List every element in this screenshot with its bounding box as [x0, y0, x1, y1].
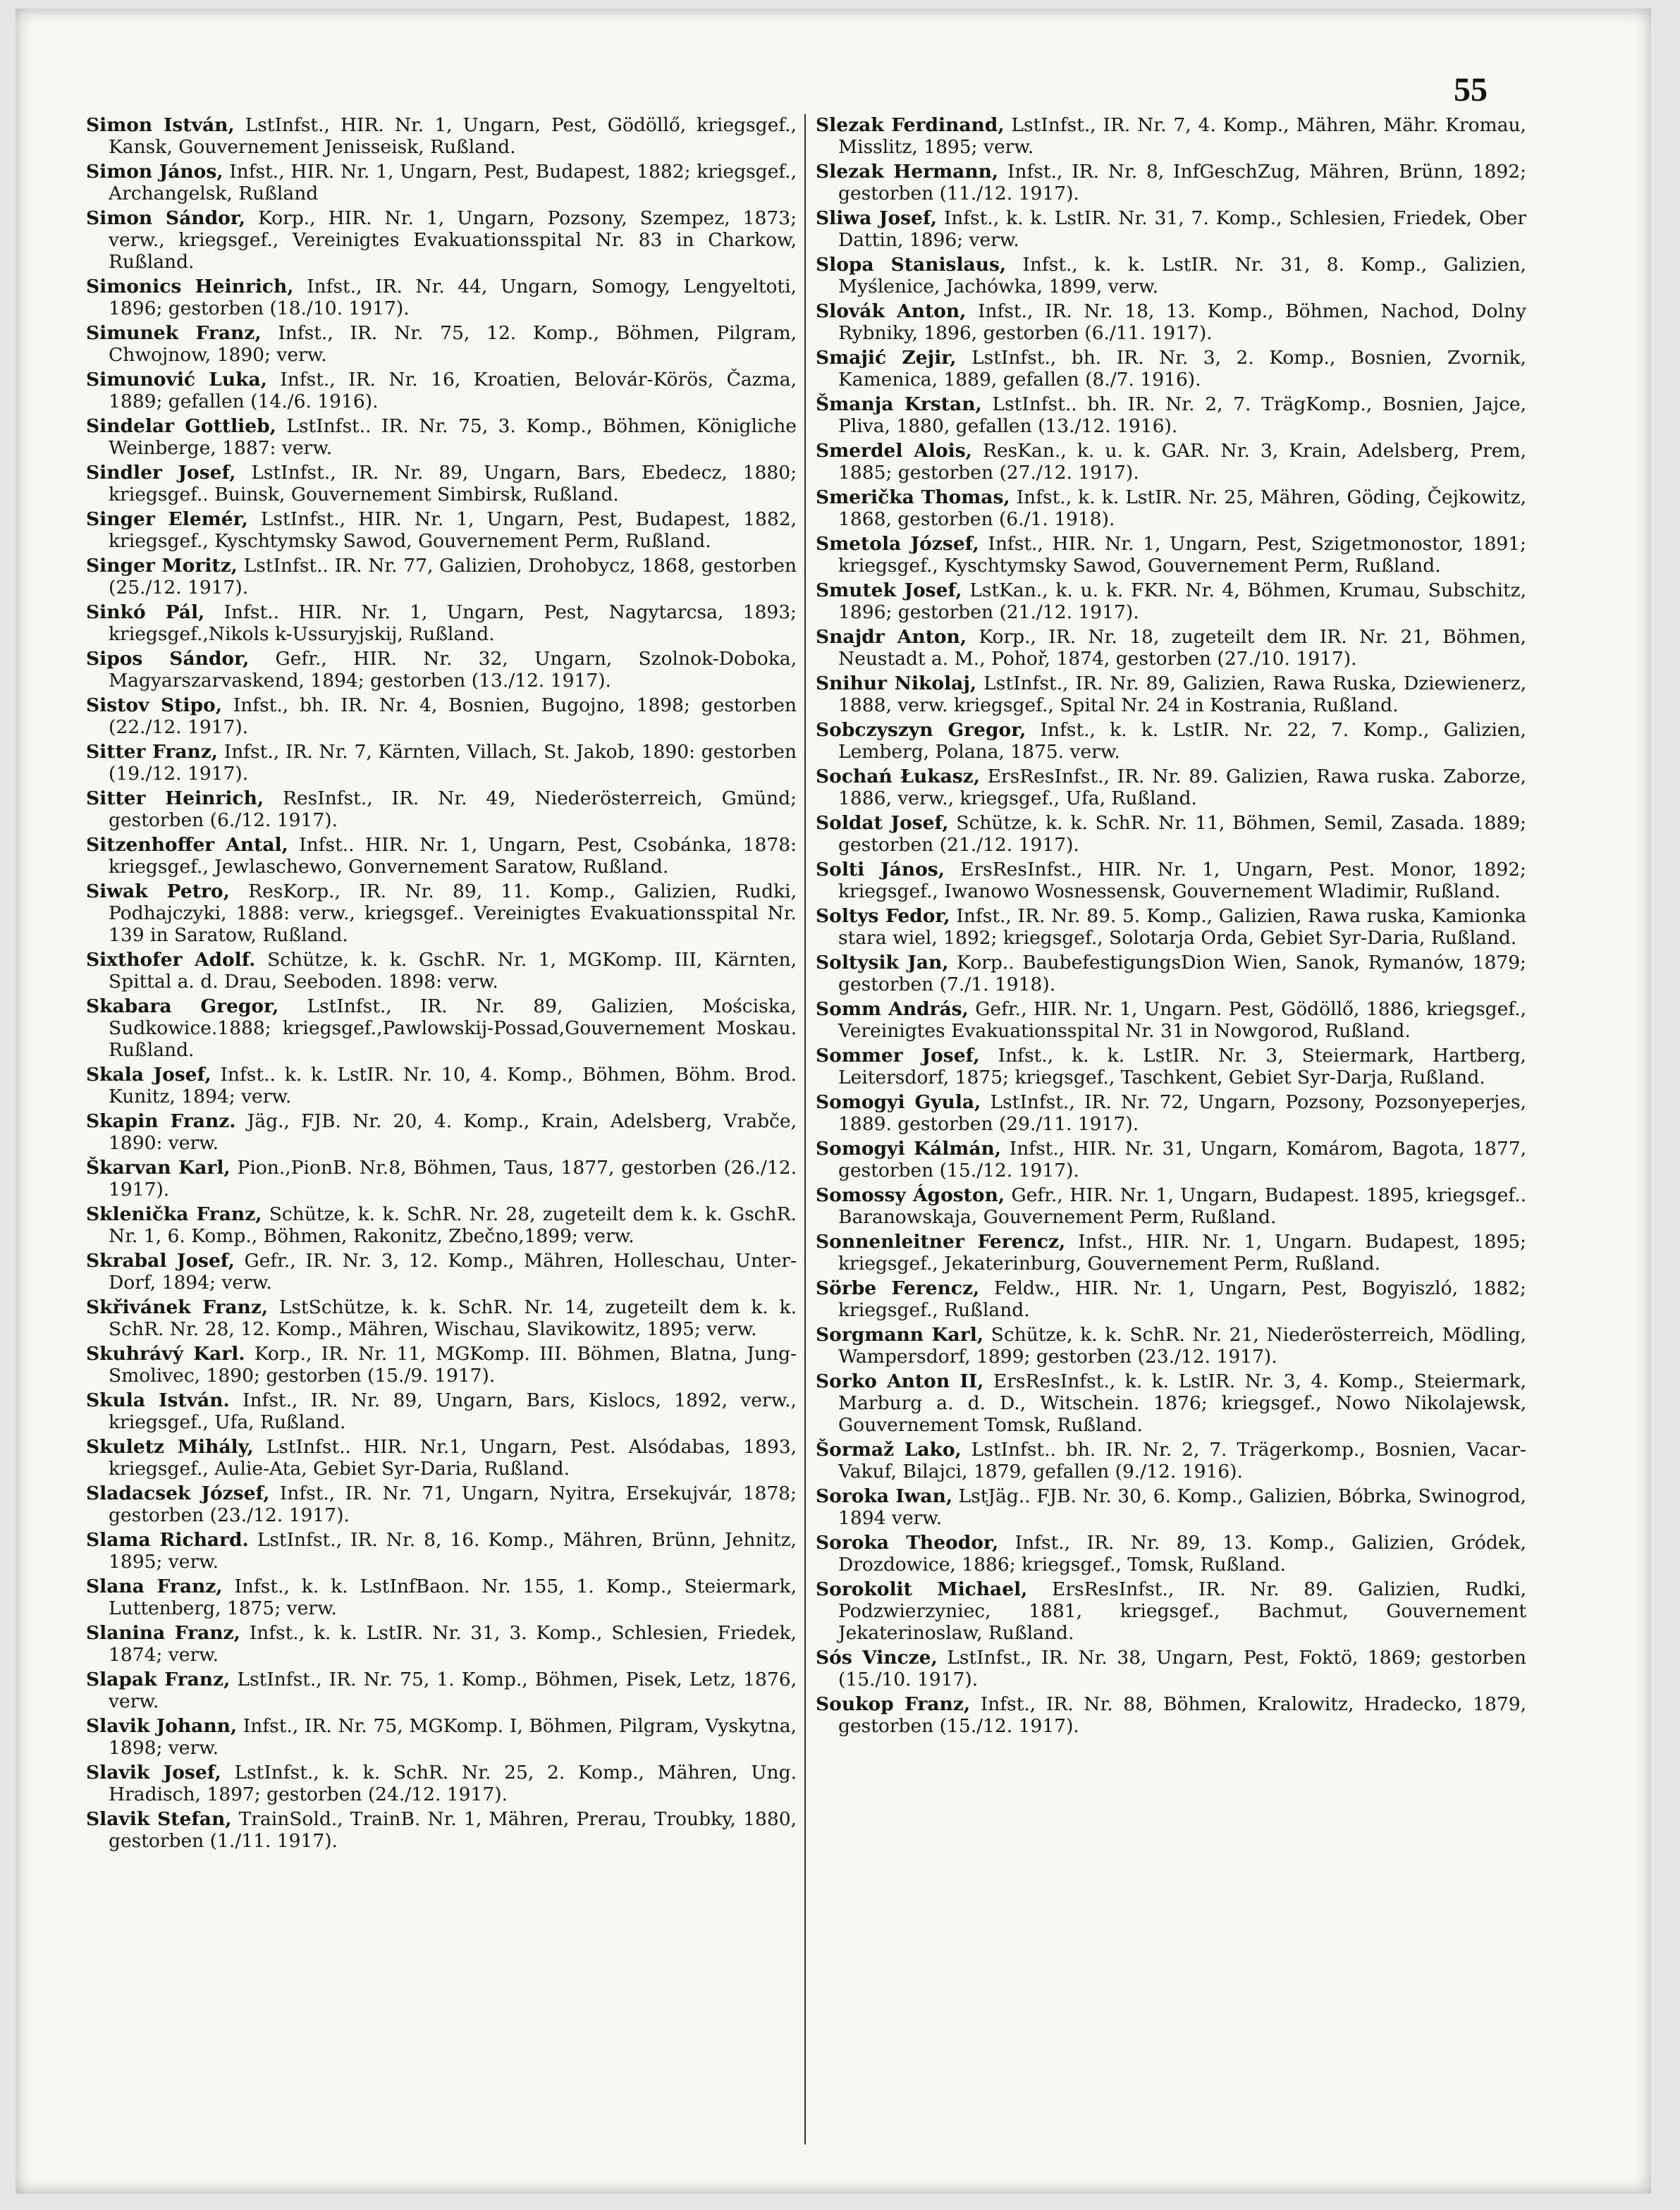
entry-name: Singer Moritz,: [86, 555, 238, 577]
entry-name: Sistov Stipo,: [86, 694, 222, 716]
entry-name: Sladacsek József,: [86, 1482, 270, 1504]
register-entry: [816, 766, 1526, 809]
register-entry: [816, 905, 1526, 949]
register-entry: [816, 812, 1526, 856]
register-entry: [86, 508, 797, 552]
entry-details: LstInfst., IR. Nr. 38, Ungarn, Pest, Foktö, 1869; gestorben (15./10. 1917).: [838, 1647, 1526, 1690]
register-entry: [86, 1482, 797, 1526]
entry-name: Simonics Heinrich,: [86, 276, 294, 297]
register-entry: [816, 1370, 1526, 1436]
entry-name: Slanina Franz,: [86, 1622, 240, 1644]
entry-details: LstInfst., IR. Nr. 89, Galizien, Mościska, Sudkowice.1888; kriegsgef.,Pawlowskij-Possad,Gouvernement Moskau. Rußland.: [109, 995, 797, 1061]
register-entry: [86, 1529, 797, 1573]
entry-details: Infst., IR. Nr. 71, Ungarn, Nyitra, Ersekujvár, 1878; gestorben (23./12. 1917).: [109, 1482, 797, 1526]
entry-name: Simunek Franz,: [86, 322, 262, 344]
register-entry: [86, 601, 797, 645]
document-page: [16, 8, 1651, 2194]
entry-details: Infst., k. k. LstIR. Nr. 31, 7. Komp., Schlesien, Friedek, Ober Dattin, 1896; verw.: [838, 207, 1526, 251]
entry-name: Škarvan Karl,: [86, 1157, 231, 1179]
register-entry: [816, 114, 1526, 158]
entry-name: Sommer Josef,: [816, 1045, 980, 1067]
register-entry: [86, 694, 797, 738]
entry-name: Sitter Franz,: [86, 741, 219, 763]
register-entry: [816, 1277, 1526, 1321]
register-entry: [86, 369, 797, 412]
entry-name: Skuletz Mihály,: [86, 1436, 254, 1458]
register-entry: [816, 719, 1526, 763]
entry-details: Korp., IR. Nr. 18, zugeteilt dem IR. Nr. 21, Böhmen, Neustadt a. M., Pohoř, 1874, gestorben (27./10. 1917).: [838, 626, 1526, 670]
entry-details: Infst., HIR. Nr. 1, Ungarn, Pest, Budapest, 1882; kriegsgef., Archangelsk, Rußland: [109, 161, 797, 204]
entry-name: Skabara Gregor,: [86, 995, 279, 1017]
entry-details: Schütze, k. k. SchR. Nr. 21, Niederösterreich, Mödling, Wampersdorf, 1899; gestorben (23./12. 1917).: [838, 1324, 1526, 1368]
entry-details: Schütze, k. k. SchR. Nr. 11, Böhmen, Semil, Zasada. 1889; gestorben (21./12. 1917).: [838, 812, 1526, 856]
entry-details: Infst., HIR. Nr. 1, Ungarn. Budapest, 1895; kriegsgef., Jekaterinburg, Gouvernement Perm, Rußland.: [838, 1231, 1526, 1275]
entry-details: LstKan., k. u. k. FKR. Nr. 4, Böhmen, Krumau, Subschitz, 1896; gestorben (21./12. 1917).: [838, 579, 1526, 623]
register-entry: [86, 995, 797, 1061]
entry-details: Infst., IR. Nr. 75, 12. Komp., Böhmen, Pilgram, Chwojnow, 1890; verw.: [109, 322, 797, 366]
entry-details: LstInfst., IR. Nr. 89, Ungarn, Bars, Ebedecz, 1880; kriegsgef.. Buinsk, Gouvernement Simbirsk, Rußland.: [109, 462, 797, 505]
entry-details: Schütze, k. k. GschR. Nr. 1, MGKomp. III, Kärnten, Spittal a. d. Drau, Seeboden. 1898: verw.: [109, 949, 797, 993]
page-number: 55: [1454, 71, 1488, 109]
entry-name: Sorokolit Michael,: [816, 1578, 1028, 1600]
entry-name: Simon Sándor,: [86, 207, 246, 229]
entry-name: Smutek Josef,: [816, 579, 962, 601]
entry-details: Infst., k. k. LstIR. Nr. 31, 8. Komp., Galizien, Myślenice, Jachówka, 1899, verw.: [838, 254, 1526, 297]
entry-details: Infst., k. k. LstIR. Nr. 31, 3. Komp., Schlesien, Friedek, 1874; verw.: [109, 1622, 797, 1666]
register-entry: [816, 161, 1526, 204]
entry-details: LstInfst., HIR. Nr. 1, Ungarn, Pest, Budapest, 1882, kriegsgef., Kyschtymsky Sawod, Gouvernement Perm, Rußland.: [109, 508, 797, 552]
entry-details: LstInfst.. IR. Nr. 75, 3. Komp., Böhmen, Königliche Weinberge, 1887: verw.: [109, 415, 797, 459]
entry-details: Infst., IR. Nr. 8, InfGeschZug, Mähren, Brünn, 1892; gestorben (11./12. 1917).: [838, 161, 1527, 204]
entry-name: Slapak Franz,: [86, 1669, 231, 1690]
register-entry: [816, 254, 1526, 297]
entry-details: Schütze, k. k. SchR. Nr. 28, zugeteilt dem k. k. GschR. Nr. 1, 6. Komp., Böhmen, Rakonitz, Zbečno,1899; verw.: [109, 1203, 797, 1247]
register-entry: [816, 533, 1526, 577]
entry-name: Slezak Hermann,: [816, 161, 999, 183]
register-entry: [86, 1110, 797, 1154]
entry-name: Smerička Thomas,: [816, 486, 1010, 508]
register-entry: [86, 1576, 797, 1619]
entry-name: Sitter Heinrich,: [86, 787, 264, 809]
register-entry: [86, 555, 797, 598]
entry-name: Snajdr Anton,: [816, 626, 967, 648]
entry-name: Sliwa Josef,: [816, 207, 937, 229]
entry-details: Infst., IR. Nr. 16, Kroatien, Belovár-Körös, Čazma, 1889; gefallen (14./6. 1916).: [109, 369, 797, 412]
entry-name: Smajić Zejir,: [816, 347, 957, 369]
entry-details: Infst., HIR. Nr. 31, Ungarn, Komárom, Bagota, 1877, gestorben (15./12. 1917).: [838, 1138, 1526, 1181]
entry-name: Smerdel Alois,: [816, 440, 972, 462]
entry-details: LstInfst., IR. Nr. 89, Galizien, Rawa Ruska, Dziewienerz, 1888, verw. kriegsgef., Spital Nr. 24 in Kostrania, Rußland.: [838, 673, 1526, 716]
entry-details: Infst., IR. Nr. 18, 13. Komp., Böhmen, Nachod, Dolny Rybniky, 1896, gestorben (6./11. 1917).: [838, 300, 1526, 344]
entry-details: LstJäg.. FJB. Nr. 30, 6. Komp., Galizien, Bóbrka, Swinogrod, 1894 verw.: [838, 1485, 1526, 1529]
register-entry: [86, 1715, 797, 1759]
entry-details: Infst., k. k. LstIR. Nr. 22, 7. Komp., Galizien, Lemberg, Polana, 1875. verw.: [838, 719, 1526, 763]
entry-name: Snihur Nikolaj,: [816, 673, 977, 694]
entry-name: Sindelar Gottlieb,: [86, 415, 276, 437]
entry-name: Sinkó Pál,: [86, 601, 205, 623]
entry-name: Sós Vincze,: [816, 1647, 938, 1669]
entry-name: Simon János,: [86, 161, 223, 183]
entry-details: Gefr., HIR. Nr. 1, Ungarn. Pest, Gödöllő, 1886, kriegsgef., Vereinigtes Evakuationsspital Nr. 31 in Nowgorod, Rußland.: [838, 998, 1526, 1042]
register-entry: [816, 1045, 1526, 1088]
entry-name: Simon István,: [86, 114, 235, 136]
entry-name: Šormaž Lako,: [816, 1439, 962, 1461]
register-entry: [816, 1138, 1526, 1181]
register-entry: [86, 114, 797, 158]
entry-name: Smetola József,: [816, 533, 979, 555]
register-entry: [816, 1184, 1526, 1228]
entry-name: Siwak Petro,: [86, 880, 230, 902]
register-entry: [86, 462, 797, 505]
register-entry: [86, 1669, 797, 1712]
register-entry: [816, 393, 1526, 437]
entry-details: Infst.. HIR. Nr. 1, Ungarn, Pest, Csobánka, 1878: kriegsgef., Jewlaschewo, Gonvernement Saratow, Rußland.: [109, 834, 797, 878]
entry-details: LstSchütze, k. k. SchR. Nr. 14, zugeteilt dem k. k. SchR. Nr. 28, 12. Komp., Mähren, Wischau, Slavikowitz, 1895; verw.: [109, 1296, 797, 1340]
register-entry: [816, 1091, 1526, 1135]
register-entry: [86, 1343, 797, 1387]
entry-details: ErsResInfst., HIR. Nr. 1, Ungarn, Pest. Monor, 1892; kriegsgef., Iwanowo Wosnessensk, Gouvernement Wladimir, Rußland.: [838, 859, 1526, 902]
register-entry: [86, 648, 797, 692]
register-entry: [816, 1532, 1526, 1576]
entry-details: Infst.. k. k. LstIR. Nr. 10, 4. Komp., Böhmen, Böhm. Brod. Kunitz, 1894; verw.: [109, 1064, 797, 1107]
entry-details: LstInfst.. HIR. Nr.1, Ungarn, Pest. Alsódabas, 1893, kriegsgef., Aulie-Ata, Gebiet Syr-Daria, Rußland.: [109, 1436, 797, 1480]
entry-details: Infst., IR. Nr. 44, Ungarn, Somogy, Lengyeltoti, 1896; gestorben (18./10. 1917).: [109, 276, 797, 319]
entry-details: LstInfst., bh. IR. Nr. 3, 2. Komp., Bosnien, Zvornik, Kamenica, 1889, gefallen (8./7. 1916).: [838, 347, 1526, 391]
entry-name: Skala Josef,: [86, 1064, 211, 1086]
register-entry: [86, 1436, 797, 1480]
register-entry: [86, 415, 797, 459]
entry-details: LstInfst., k. k. SchR. Nr. 25, 2. Komp., Mähren, Ung. Hradisch, 1897; gestorben (24./12. 1917).: [109, 1762, 797, 1805]
entry-name: Somossy Ágoston,: [816, 1184, 1005, 1206]
entry-details: Feldw., HIR. Nr. 1, Ungarn, Pest, Bogyiszló, 1882; kriegsgef., Rußland.: [838, 1277, 1526, 1321]
entry-name: Somogyi Gyula,: [816, 1091, 981, 1113]
entry-details: Infst., IR. Nr. 89, 13. Komp., Galizien, Gródek, Drozdowice, 1886; kriegsgef., Tomsk, Rußland.: [838, 1532, 1526, 1576]
entry-name: Skřivánek Franz,: [86, 1296, 269, 1318]
right-column: [816, 114, 1526, 1740]
register-entry: [86, 834, 797, 878]
entry-details: LstInfst., HIR. Nr. 1, Ungarn, Pest, Gödöllő, kriegsgef., Kansk, Gouvernement Jenisseisk, Rußland.: [109, 114, 797, 158]
register-entry: [816, 1578, 1526, 1644]
register-entry: [816, 579, 1526, 623]
register-entry: [86, 1808, 797, 1852]
entry-details: Infst., k. k. LstIR. Nr. 3, Steiermark, Hartberg, Leitersdorf, 1875; kriegsgef., Taschkent, Gebiet Syr-Darja, Rußland.: [838, 1045, 1526, 1088]
register-entry: [86, 1762, 797, 1805]
entry-details: ErsResInfst., k. k. LstIR. Nr. 3, 4. Komp., Steiermark, Marburg a. d. D., Witschein. 1876; kriegsgef., Nowo Nikolajewsk, Gouvernement Tomsk, Rußland.: [838, 1370, 1526, 1436]
entry-details: Pion.,PionB. Nr.8, Böhmen, Taus, 1877, gestorben (26./12. 1917).: [109, 1157, 797, 1201]
entry-details: Infst., k. k. LstInfBaon. Nr. 155, 1. Komp., Steiermark, Luttenberg, 1875; verw.: [109, 1576, 797, 1619]
entry-name: Skuhrávý Karl.: [86, 1343, 245, 1365]
entry-name: Solti János,: [816, 859, 945, 880]
entry-name: Slezak Ferdinand,: [816, 114, 1005, 136]
entry-name: Sipos Sándor,: [86, 648, 250, 670]
entry-name: Sonnenleitner Ferencz,: [816, 1231, 1066, 1253]
entry-name: Slama Richard.: [86, 1529, 249, 1551]
entry-name: Sitzenhoffer Antal,: [86, 834, 288, 856]
entry-details: Infst., IR. Nr. 75, MGKomp. I, Böhmen, Pilgram, Vyskytna, 1898; verw.: [109, 1715, 797, 1759]
left-column: [86, 114, 797, 1855]
register-entry: [816, 1485, 1526, 1529]
entry-details: Infst., k. k. LstIR. Nr. 25, Mähren, Göding, Čejkowitz, 1868, gestorben (6./1. 1918).: [838, 486, 1526, 530]
entry-details: LstInfst.. IR. Nr. 77, Galizien, Drohobycz, 1868, gestorben (25./12. 1917).: [109, 555, 797, 598]
register-entry: [816, 998, 1526, 1042]
entry-name: Sixthofer Adolf.: [86, 949, 256, 971]
entry-details: ResInfst., IR. Nr. 49, Niederösterreich, Gmünd; gestorben (6./12. 1917).: [109, 787, 797, 831]
entry-name: Sörbe Ferencz,: [816, 1277, 980, 1299]
entry-details: Gefr., HIR. Nr. 1, Ungarn, Budapest. 1895, kriegsgef.. Baranowskaja, Gouvernement Perm, Rußland.: [838, 1184, 1526, 1228]
register-entry: [86, 1622, 797, 1666]
register-entry: [816, 1693, 1526, 1737]
register-entry: [816, 859, 1526, 902]
entry-name: Sorko Anton II,: [816, 1370, 984, 1392]
register-entry: [86, 787, 797, 831]
entry-details: LstInfst., IR. Nr. 72, Ungarn, Pozsony, Pozsonyeperjes, 1889. gestorben (29./11. 1917).: [838, 1091, 1526, 1135]
entry-details: Infst.. HIR. Nr. 1, Ungarn, Pest, Nagytarcsa, 1893; kriegsgef.,Nikols k-Ussuryjskij, Rußland.: [109, 601, 797, 645]
register-entry: [816, 952, 1526, 995]
register-entry: [86, 1296, 797, 1340]
register-entry: [816, 1647, 1526, 1690]
entry-name: Skula István.: [86, 1389, 230, 1411]
entry-name: Slana Franz,: [86, 1576, 223, 1597]
entry-name: Simunović Luka,: [86, 369, 267, 391]
register-entry: [816, 1231, 1526, 1275]
entry-name: Soroka Theodor,: [816, 1532, 999, 1554]
entry-name: Slavik Johann,: [86, 1715, 238, 1737]
entry-name: Somogyi Kálmán,: [816, 1138, 1002, 1160]
register-entry: [816, 300, 1526, 344]
entry-details: Korp.. BaubefestigungsDion Wien, Sanok, Rymanów, 1879; gestorben (7./1. 1918).: [838, 952, 1526, 995]
entry-details: LstInfst., IR. Nr. 75, 1. Komp., Böhmen, Pisek, Letz, 1876, verw.: [109, 1669, 797, 1712]
register-entry: [816, 626, 1526, 670]
register-entry: [816, 207, 1526, 251]
register-entry: [86, 276, 797, 319]
register-entry: [86, 1250, 797, 1294]
entry-details: Infst., IR. Nr. 88, Böhmen, Kralowitz, Hradecko, 1879, gestorben (15./12. 1917).: [838, 1693, 1526, 1737]
entry-name: Sorgmann Karl,: [816, 1324, 983, 1346]
entry-name: Šmanja Krstan,: [816, 393, 982, 415]
register-entry: [86, 207, 797, 273]
register-entry: [86, 1389, 797, 1433]
entry-name: Sochań Łukasz,: [816, 766, 980, 787]
entry-name: Skapin Franz.: [86, 1110, 236, 1132]
entry-details: LstInfst., IR. Nr. 8, 16. Komp., Mähren, Brünn, Jehnitz, 1895; verw.: [109, 1529, 797, 1573]
entry-details: TrainSold., TrainB. Nr. 1, Mähren, Prerau, Troubky, 1880, gestorben (1./11. 1917).: [109, 1808, 797, 1852]
entry-details: Jäg., FJB. Nr. 20, 4. Komp., Krain, Adelsberg, Vrabče, 1890: verw.: [109, 1110, 797, 1154]
entry-name: Soltysik Jan,: [816, 952, 949, 974]
entry-details: ResKorp., IR. Nr. 89, 11. Komp., Galizien, Rudki, Podhajczyki, 1888: verw., kriegsgef.. Vereinigtes Evakuationsspital Nr. 139 in Saratow, Rußland.: [109, 880, 797, 946]
register-entry: [86, 741, 797, 785]
register-entry: [816, 440, 1526, 484]
register-entry: [816, 486, 1526, 530]
column-divider: [804, 114, 806, 2144]
register-entry: [816, 1439, 1526, 1482]
register-entry: [816, 1324, 1526, 1368]
entry-details: Infst., IR. Nr. 89. 5. Komp., Galizien, Rawa ruska, Kamionka stara wiel, 1892; kriegsgef., Solotarja Orda, Gebiet Syr-Daria, Rußland.: [838, 905, 1526, 949]
entry-name: Slopa Stanislaus,: [816, 254, 1007, 276]
entry-details: Gefr., IR. Nr. 3, 12. Komp., Mähren, Holleschau, Unter-Dorf, 1894; verw.: [109, 1250, 797, 1294]
entry-name: Soltys Fedor,: [816, 905, 950, 927]
register-entry: [86, 1157, 797, 1201]
entry-name: Skrabal Josef,: [86, 1250, 235, 1272]
entry-name: Slavik Stefan,: [86, 1808, 232, 1830]
register-entry: [86, 322, 797, 366]
entry-details: LstInfst., IR. Nr. 7, 4. Komp., Mähren, Mähr. Kromau, Misslitz, 1895; verw.: [838, 114, 1526, 158]
register-entry: [86, 1064, 797, 1107]
register-entry: [86, 880, 797, 946]
entry-name: Sindler Josef,: [86, 462, 236, 484]
entry-details: Korp., IR. Nr. 11, MGKomp. III. Böhmen, Blatna, Jung-Smolivec, 1890; gestorben (15./9. 1917).: [109, 1343, 797, 1387]
entry-name: Sobczyszyn Gregor,: [816, 719, 1026, 741]
register-entry: [816, 673, 1526, 716]
entry-details: Infst., IR. Nr. 7, Kärnten, Villach, St. Jakob, 1890: gestorben (19./12. 1917).: [109, 741, 797, 785]
entry-name: Soukop Franz,: [816, 1693, 971, 1715]
entry-name: Slavik Josef,: [86, 1762, 221, 1784]
entry-details: Gefr., HIR. Nr. 32, Ungarn, Szolnok-Doboka, Magyarszarvaskend, 1894; gestorben (13./12. 1917).: [109, 648, 797, 692]
register-entry: [86, 949, 797, 993]
entry-details: LstInfst.. bh. IR. Nr. 2, 7. TrägKomp., Bosnien, Jajce, Pliva, 1880, gefallen (13./12. 1916).: [838, 393, 1526, 437]
entry-details: Infst., bh. IR. Nr. 4, Bosnien, Bugojno, 1898; gestorben (22./12. 1917).: [109, 694, 797, 738]
entry-details: ErsResInfst., IR. Nr. 89. Galizien, Rudki, Podzwierzyniec, 1881, kriegsgef., Bachmut, Gouvernement Jekaterinoslaw, Rußland.: [838, 1578, 1526, 1644]
entry-name: Slovák Anton,: [816, 300, 967, 322]
entry-name: Soldat Josef,: [816, 812, 949, 834]
register-entry: [86, 1203, 797, 1247]
register-entry: [86, 161, 797, 204]
entry-name: Somm András,: [816, 998, 969, 1020]
entry-details: Korp., HIR. Nr. 1, Ungarn, Pozsony, Szempez, 1873; verw., kriegsgef., Vereinigtes Evakuationsspital Nr. 83 in Charkow, Rußland.: [109, 207, 797, 273]
entry-details: ResKan., k. u. k. GAR. Nr. 3, Krain, Adelsberg, Prem, 1885; gestorben (27./12. 1917).: [838, 440, 1526, 484]
entry-name: Sklenička Franz,: [86, 1203, 262, 1225]
entry-details: ErsResInfst., IR. Nr. 89. Galizien, Rawa ruska. Zaborze, 1886, verw., kriegsgef., Ufa, Rußland.: [838, 766, 1526, 809]
entry-details: LstInfst.. bh. IR. Nr. 2, 7. Trägerkomp., Bosnien, Vacar-Vakuf, Bilajci, 1879, gefallen (9./12. 1916).: [838, 1439, 1526, 1482]
entry-details: Infst., HIR. Nr. 1, Ungarn, Pest, Szigetmonostor, 1891; kriegsgef., Kyschtymsky Sawod, Gouvernement Perm, Rußland.: [838, 533, 1526, 577]
entry-details: Infst., IR. Nr. 89, Ungarn, Bars, Kislocs, 1892, verw., kriegsgef., Ufa, Rußland.: [109, 1389, 797, 1433]
entry-name: Soroka Iwan,: [816, 1485, 953, 1507]
entry-name: Singer Elemér,: [86, 508, 248, 530]
register-entry: [816, 347, 1526, 391]
